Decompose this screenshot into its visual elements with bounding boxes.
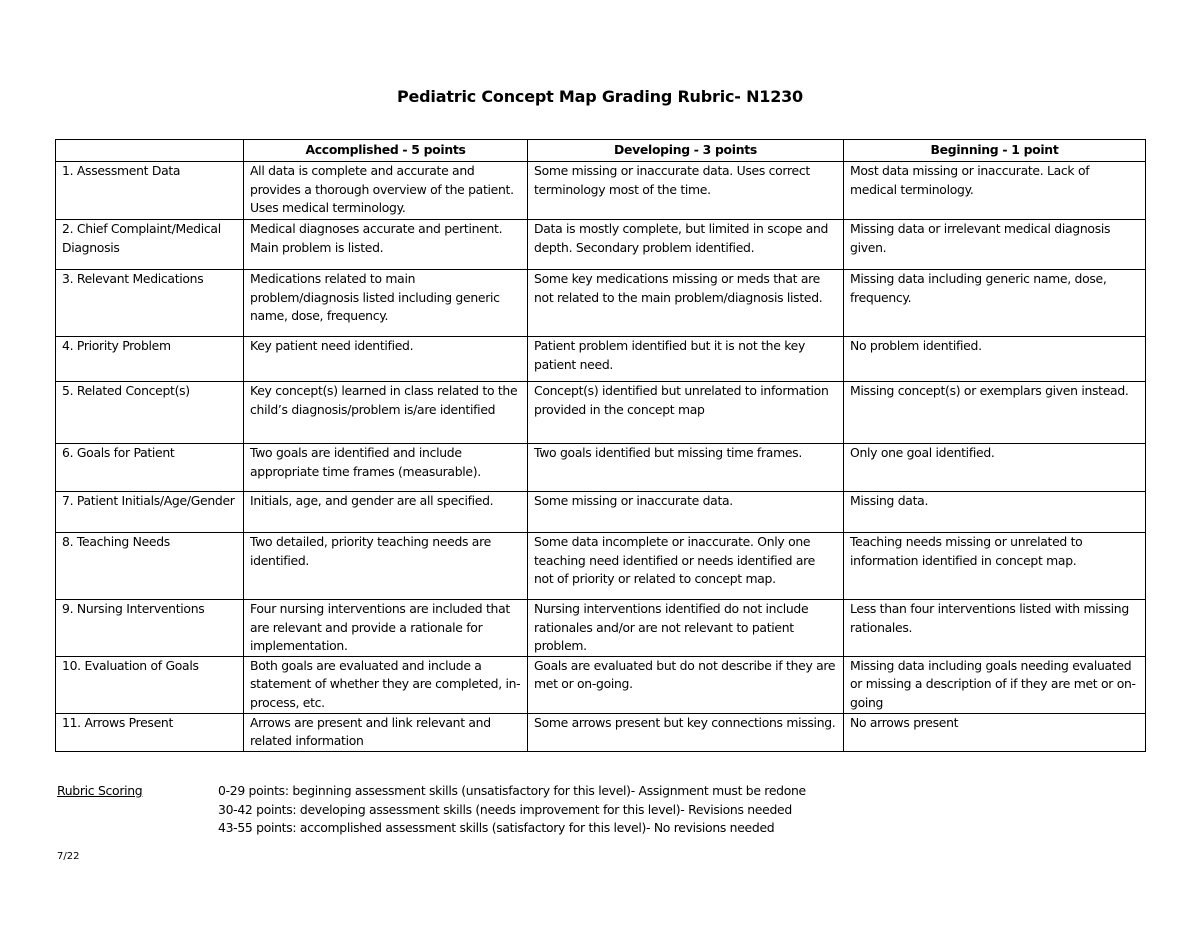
- criterion-cell: 9. Nursing Interventions: [56, 600, 244, 657]
- accomplished-cell: Two goals are identified and include appropriate time frames (measurable).: [244, 444, 528, 492]
- beginning-cell: Missing data including generic name, dose, frequency.: [844, 270, 1146, 337]
- rubric-scoring-label: Rubric Scoring: [57, 783, 143, 798]
- criterion-cell: 3. Relevant Medications: [56, 270, 244, 337]
- table-row: [56, 162, 1146, 220]
- criterion-cell: 6. Goals for Patient: [56, 444, 244, 492]
- header-developing: Developing - 3 points: [528, 140, 844, 162]
- scoring-line: 30-42 points: developing assessment skills (needs improvement for this level)- Revisions needed: [218, 801, 792, 817]
- developing-cell: Some key medications missing or meds that are not related to the main problem/diagnosis listed.: [528, 270, 844, 337]
- accomplished-cell: Key concept(s) learned in class related to the child’s diagnosis/problem is/are identified: [244, 382, 528, 444]
- accomplished-cell: Four nursing interventions are included that are relevant and provide a rationale for implementation.: [244, 600, 528, 657]
- rubric-table: [55, 139, 1146, 752]
- developing-cell: Goals are evaluated but do not describe if they are met or on-going.: [528, 656, 844, 713]
- developing-cell: Patient problem identified but it is not the key patient need.: [528, 337, 844, 382]
- header-criterion: [56, 140, 244, 162]
- header-row: [56, 140, 1146, 162]
- accomplished-cell: Key patient need identified.: [244, 337, 528, 382]
- table-row: [56, 270, 1146, 337]
- criterion-cell: 4. Priority Problem: [56, 337, 244, 382]
- accomplished-cell: Arrows are present and link relevant and related information: [244, 713, 528, 751]
- header-accomplished: Accomplished - 5 points: [244, 140, 528, 162]
- beginning-cell: Teaching needs missing or unrelated to information identified in concept map.: [844, 533, 1146, 600]
- table-row: [56, 656, 1146, 713]
- developing-cell: Some missing or inaccurate data. Uses correct terminology most of the time.: [528, 162, 844, 220]
- accomplished-cell: Medical diagnoses accurate and pertinent. Main problem is listed.: [244, 220, 528, 270]
- table-row: [56, 600, 1146, 657]
- developing-cell: Two goals identified but missing time frames.: [528, 444, 844, 492]
- table-row: [56, 220, 1146, 270]
- accomplished-cell: Two detailed, priority teaching needs are identified.: [244, 533, 528, 600]
- scoring-line: 0-29 points: beginning assessment skills (unsatisfactory for this level)- Assignment must be redone: [218, 783, 806, 798]
- accomplished-cell: Medications related to main problem/diagnosis listed including generic name, dose, frequency.: [244, 270, 528, 337]
- table-row: [56, 533, 1146, 600]
- table-row: [56, 713, 1146, 751]
- page-title: Pediatric Concept Map Grading Rubric- N1230: [397, 87, 803, 106]
- developing-cell: Some data incomplete or inaccurate. Only one teaching need identified or needs identified are not of priority or related to concept map.: [528, 533, 844, 600]
- developing-cell: Some arrows present but key connections missing.: [528, 713, 844, 751]
- beginning-cell: Less than four interventions listed with missing rationales.: [844, 600, 1146, 657]
- beginning-cell: Missing data.: [844, 492, 1146, 533]
- criterion-cell: 5. Related Concept(s): [56, 382, 244, 444]
- table-row: [56, 492, 1146, 533]
- accomplished-cell: All data is complete and accurate and provides a thorough overview of the patient. Uses medical terminology.: [244, 162, 528, 220]
- footer-revision-date: 7/22: [57, 851, 80, 862]
- criterion-cell: 7. Patient Initials/Age/Gender: [56, 492, 244, 533]
- beginning-cell: Only one goal identified.: [844, 444, 1146, 492]
- criterion-cell: 1. Assessment Data: [56, 162, 244, 220]
- accomplished-cell: Both goals are evaluated and include a statement of whether they are completed, in-process, etc.: [244, 656, 528, 713]
- criterion-cell: 8. Teaching Needs: [56, 533, 244, 600]
- criterion-cell: 11. Arrows Present: [56, 713, 244, 751]
- developing-cell: Concept(s) identified but unrelated to information provided in the concept map: [528, 382, 844, 444]
- table-row: [56, 444, 1146, 492]
- accomplished-cell: Initials, age, and gender are all specified.: [244, 492, 528, 533]
- criterion-cell: 2. Chief Complaint/Medical Diagnosis: [56, 220, 244, 270]
- developing-cell: Some missing or inaccurate data.: [528, 492, 844, 533]
- beginning-cell: No problem identified.: [844, 337, 1146, 382]
- beginning-cell: No arrows present: [844, 713, 1146, 751]
- developing-cell: Data is mostly complete, but limited in scope and depth. Secondary problem identified.: [528, 220, 844, 270]
- beginning-cell: Missing concept(s) or exemplars given instead.: [844, 382, 1146, 444]
- scoring-line: 43-55 points: accomplished assessment skills (satisfactory for this level)- No revisions needed: [218, 820, 775, 835]
- beginning-cell: Missing data or irrelevant medical diagnosis given.: [844, 220, 1146, 270]
- table-row: [56, 382, 1146, 444]
- beginning-cell: Most data missing or inaccurate. Lack of medical terminology.: [844, 162, 1146, 220]
- criterion-cell: 10. Evaluation of Goals: [56, 656, 244, 713]
- rubric-scoring-lines: [218, 782, 806, 838]
- table-row: [56, 337, 1146, 382]
- beginning-cell: Missing data including goals needing evaluated or missing a description of if they are met or on-going: [844, 656, 1146, 713]
- header-beginning: Beginning - 1 point: [844, 140, 1146, 162]
- developing-cell: Nursing interventions identified do not include rationales and/or are not relevant to patient problem.: [528, 600, 844, 657]
